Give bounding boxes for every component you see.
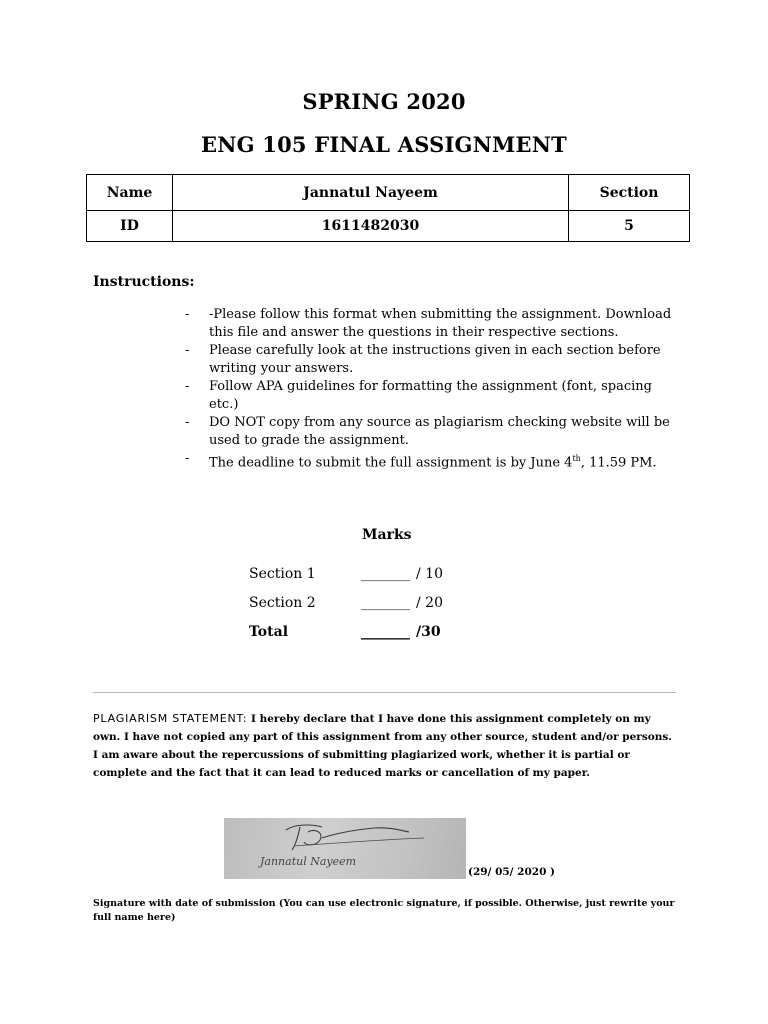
instruction-text: -Please follow this format when submitting the assignment. Download this file and answer the questions in their respective sections. — [209, 307, 672, 340]
signature-note: Signature with date of submission (You can use electronic signature, if possible. Otherwise, just rewrite your full name here) — [93, 898, 675, 923]
deadline-superscript: th — [572, 454, 581, 463]
bullet-dash: - — [185, 451, 190, 466]
signature-date: (29/ 05/ 2020 ) — [468, 866, 556, 878]
signature-drawing — [224, 818, 466, 879]
plagiarism-statement — [93, 710, 676, 782]
name-value-cell: Jannatul Nayeem — [173, 175, 569, 211]
instructions-list — [185, 306, 680, 472]
list-item — [185, 450, 680, 472]
bullet-dash: - — [185, 307, 190, 322]
student-info-table — [86, 174, 690, 242]
plagiarism-heading: PLAGIARISM STATEMENT: — [93, 712, 248, 725]
list-item — [185, 306, 680, 342]
divider — [93, 692, 676, 693]
deadline-time: , 11.59 PM. — [580, 455, 657, 471]
deadline-text: The deadline to submit the full assignment is by June 4 — [209, 455, 573, 471]
instructions-heading: Instructions: — [93, 274, 195, 290]
table-row — [87, 175, 690, 211]
plagiarism-text: I hereby declare that I have done this assignment completely on my own. I have not copied any part of this assignment from any other source, student and/or persons. I am aware about the repercussions of submitting plagiarized work, whether it is partial or complete and the fact that it can lead to reduced marks or cancellation of my paper. — [93, 713, 672, 779]
semester-title: SPRING 2020 — [302, 89, 466, 114]
marks-label: Total — [249, 624, 289, 640]
instruction-text: Follow APA guidelines for formatting the assignment (font, spacing etc.) — [209, 379, 652, 412]
signature-image — [224, 818, 466, 879]
bullet-dash: - — [185, 415, 190, 430]
marks-max: / 20 — [416, 595, 443, 611]
marks-label: Section 1 — [249, 566, 316, 582]
assignment-title: ENG 105 FINAL ASSIGNMENT — [201, 132, 567, 157]
bullet-dash: - — [185, 379, 190, 394]
id-label-cell: ID — [87, 211, 173, 242]
list-item — [185, 342, 680, 378]
signature-handwritten-name: Jannatul Nayeem — [260, 855, 357, 868]
list-item — [185, 378, 680, 414]
marks-blank: _______ — [361, 595, 410, 611]
bullet-dash: - — [185, 343, 190, 358]
marks-label: Section 2 — [249, 595, 316, 611]
marks-max: /30 — [416, 624, 441, 640]
instruction-text: Please carefully look at the instructions given in each section before writing your answers. — [209, 343, 661, 376]
instruction-text: DO NOT copy from any source as plagiarism checking website will be used to grade the assignment. — [209, 415, 670, 448]
marks-heading: Marks — [362, 527, 412, 543]
marks-blank: _______ — [361, 624, 410, 640]
list-item — [185, 414, 680, 450]
marks-max: / 10 — [416, 566, 443, 582]
section-value-cell: 5 — [569, 211, 690, 242]
section-label-cell: Section — [569, 175, 690, 211]
marks-blank: _______ — [361, 566, 410, 582]
table-row — [87, 211, 690, 242]
name-label-cell: Name — [87, 175, 173, 211]
id-value-cell: 1611482030 — [173, 211, 569, 242]
